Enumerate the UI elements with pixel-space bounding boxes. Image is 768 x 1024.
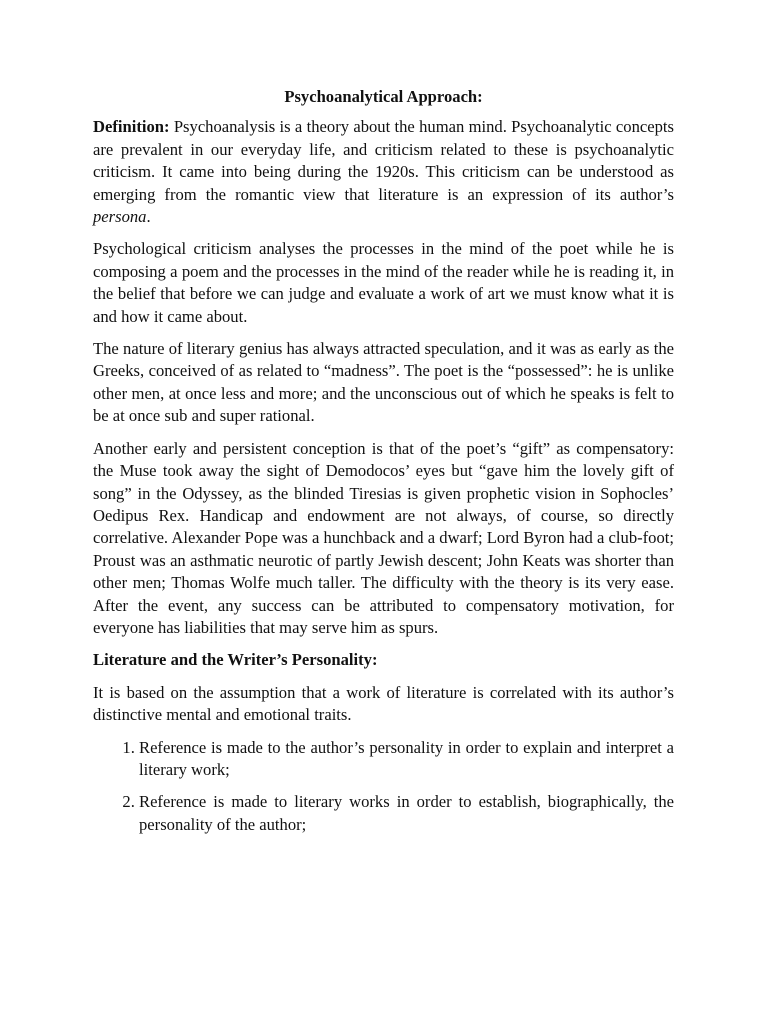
paragraph-psychological-criticism: Psychological criticism analyses the processes in the mind of the poet while he is composing a poem and the processes in the mind of the reader while he is reading it, in the belief that before we can judge and evaluate a work of art we must know what it is and how it came about. xyxy=(93,239,674,326)
page-title: Psychoanalytical Approach: xyxy=(284,87,483,106)
section-intro: It is based on the assumption that a work of literature is correlated with its author’s distinctive mental and emotional traits. xyxy=(93,682,674,725)
list-item: 1. Reference is made to the author’s personality in order to explain and interpret a literary work; xyxy=(139,737,674,782)
list-item: 2. Reference is made to literary works in order to establish, biographically, the personality of the author; xyxy=(139,791,674,836)
section-heading: Literature and the Writer’s Personality: xyxy=(93,650,378,670)
definition-text: Psychoanalysis is a theory about the human mind. Psychoanalytic concepts are prevalent in our everyday life, and criticism related to these is psychoanalytic criticism. It came into being during the 1920s. This criticism can be understood as emerging from the romantic view that literature is an expression of its author’s xyxy=(93,117,674,204)
numbered-list xyxy=(93,737,674,837)
definition-label: Definition: xyxy=(93,117,170,137)
definition-paragraph xyxy=(93,116,674,228)
definition-italic-word: persona xyxy=(93,207,147,227)
paragraph-literary-genius: The nature of literary genius has always attracted speculation, and it was as early as the Greeks, conceived of as related to “madness”. The poet is the “possessed”: he is unlike other men, at once less and more; and the unconscious out of which he speaks is felt to be at once sub and super rational. xyxy=(93,339,674,426)
document-page xyxy=(93,86,674,846)
paragraph-poets-gift: Another early and persistent conception is that of the poet’s “gift” as compensatory: the Muse took away the sight of Demodocos’ eyes but “gave him the lovely gift of song” in the Odyssey, as the blinded Tiresias is given prophetic vision in Sophocles’ Oedipus Rex. Handicap and endowment are not always, of course, so directly correlative. Alexander Pope was a hunchback and a dwarf; Lord Byron had a club-foot; Proust was an asthmatic neurotic of partly Jewish descent; John Keats was shorter than other men; Thomas Wolfe much taller. The difficulty with the theory is its very ease. After the event, any success can be attributed to compensatory motivation, for everyone has liabilities that may serve him as spurs. xyxy=(93,438,674,637)
definition-end: . xyxy=(146,207,151,227)
